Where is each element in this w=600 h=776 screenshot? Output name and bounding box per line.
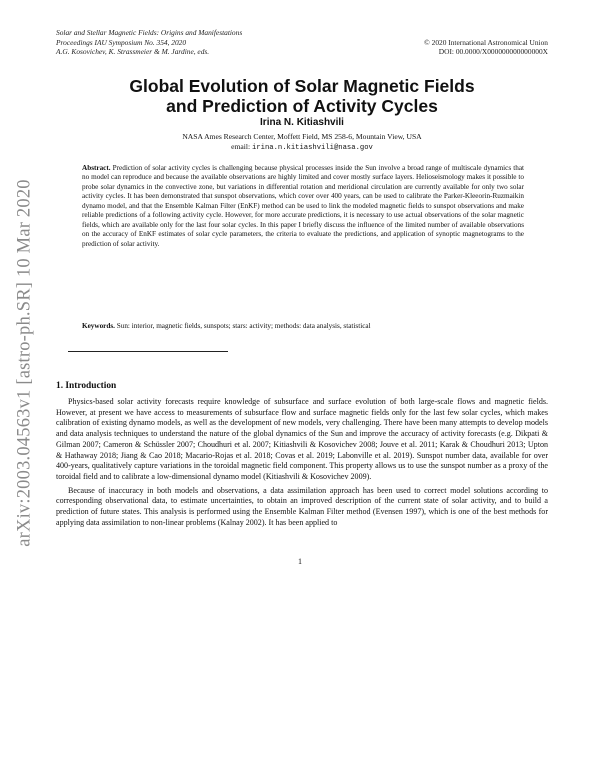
proceedings-header [56, 28, 548, 57]
header-editors: A.G. Kosovichev, K. Strassmeier & M. Jardine, eds. [56, 47, 210, 57]
title-line-1: Global Evolution of Solar Magnetic Fields [129, 76, 475, 96]
divider [68, 351, 228, 352]
keywords-label: Keywords. [82, 322, 115, 330]
paragraph: Because of inaccuracy in both models and observations, a data assimilation approach has been used to correct model solutions according to corresponding observational data, to estimate uncertainties, to obtain an improved description of the current state of solar activity, and to build a prediction of future states. This analysis is performed using the Ensemble Kalman Filter method (Evensen 1997), which is one of the best methods for applying data assimilation to non-linear problems (Kalnay 2002). It has been applied to [56, 485, 548, 527]
arxiv-sidebar-stamp [8, 138, 42, 588]
title-line-2: and Prediction of Activity Cycles [166, 96, 438, 116]
abstract-label: Abstract. [82, 164, 111, 172]
keywords-text: Sun: interior, magnetic fields, sunspots; stars: activity; methods: data analysis, statistical [116, 322, 371, 330]
keywords [82, 322, 524, 331]
affiliation: NASA Ames Research Center, Moffett Field, MS 258-6, Mountain View, USA [182, 132, 422, 141]
paragraph: Physics-based solar activity forecasts require knowledge of subsurface and surface evolution of both large-scale flows and magnetic fields. However, at present we have access to measurements of subsurface flow and surface magnetic fields only for the last few solar cycles, which makes calibration of existing dynamo models, as well as the development of new models, very challenging. There have been many attempts to develop models and data analysis techniques to understand the nature of the global dynamics of the Sun and improve the accuracy of activity forecasts (e.g. Dikpati & Gilman 2007; Cameron & Schüssler 2007; Choudhuri et al. 2007; Kitiashvili & Kosovichev 2008; Jouve et al. 2011; Karak & Choudhuri 2013; Upton & Hathaway 2018; Jiang & Cao 2018; Macario-Rojas et al. 2018; Covas et al. 2019; Labonville et al. 2019). Sunspot number data, available for over 400-years, qualitatively capture variations in the toroidal magnetic field component. This property allows us to use the sunspot number as a proxy of the toroidal field and to calibrate a low-dimensional dynamo model (Kitiashvili & Kosovichev 2009). [56, 397, 548, 481]
page-number: 1 [298, 557, 302, 566]
affiliation-block [56, 132, 548, 153]
header-copyright: © 2020 International Astronomical Union [424, 37, 548, 47]
email-address: irina.n.kitiashvili@nasa.gov [252, 144, 373, 152]
author-name: Irina N. Kitiashvili [260, 117, 344, 128]
arxiv-id: arXiv:2003.04563v1 [astro-ph.SR] 10 Mar 2020 [14, 179, 35, 547]
email-label: email: [231, 142, 251, 151]
header-proceedings: Proceedings IAU Symposium No. 354, 2020 [56, 37, 187, 47]
header-doi: DOI: 00.0000/X000000000000000X [438, 47, 548, 57]
paper-title [56, 76, 548, 116]
abstract [82, 164, 524, 249]
abstract-text: Prediction of solar activity cycles is challenging because physical processes inside the Sun involve a broad range of multiscale dynamics that no model can reproduce and because the available observations are highly limited and cover mostly surface layers. Helioseismology makes it possible to probe solar dynamics in the convective zone, but variations in differential rotation and meridional circulation are currently available for only two solar activity cycles. It has been demonstrated that sunspot observations, which cover over 400 years, can be used to calibrate the Parker-Kleeorin-Ruzmaikin dynamo model, and that the Ensemble Kalman Filter (EnKF) method can be used to link the modeled magnetic fields to sunspot observations and make reliable predictions of a following activity cycle. However, for more accurate predictions, it is necessary to use actual observations of the solar magnetic fields, which are available only for the last four solar cycles. In this paper I briefly discuss the influence of the limited number of available observations on the accuracy of EnKF estimates of solar cycle parameters, the criteria to evaluate the predictions, and application of synoptic magnetograms to the prediction of solar activity. [82, 164, 525, 248]
section-body [56, 397, 548, 528]
header-conference: Solar and Stellar Magnetic Fields: Origins and Manifestations [56, 28, 243, 37]
section-heading: 1. Introduction [56, 381, 117, 391]
